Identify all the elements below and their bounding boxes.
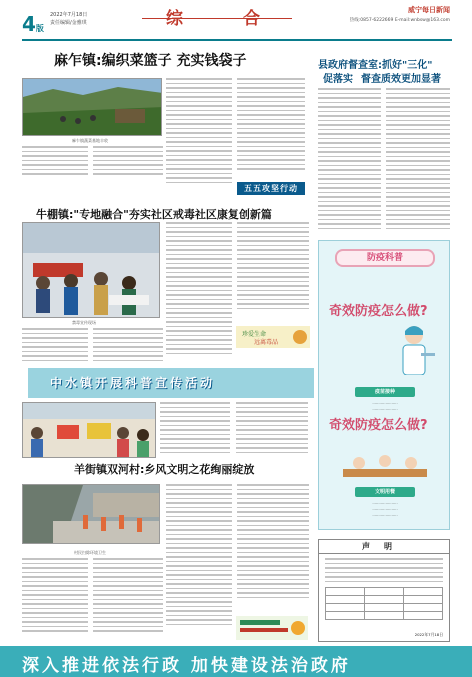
svg-text:远离毒品: 远离毒品 (254, 339, 279, 346)
footer-banner (0, 646, 472, 677)
side-article-col1 (318, 88, 381, 236)
svg-text:珍爱生命: 珍爱生命 (242, 331, 267, 338)
masthead-divider (22, 39, 452, 41)
article3-text-col1 (160, 402, 230, 458)
notice-title: 声明 (319, 540, 449, 554)
side-article-headline-1: 县政府督查室:抓好"三化" (318, 60, 433, 71)
section-title: 综合 (166, 9, 320, 29)
masthead (0, 0, 472, 46)
article4-photo (22, 484, 160, 544)
article1-text-col1 (22, 146, 88, 176)
poster-title: 防疫科普 (335, 249, 435, 267)
notice-date: 2022年7月18日 (414, 632, 443, 637)
paper-name: 威宁每日新闻 (408, 6, 450, 14)
campaign-tag: 五五攻坚行动 (237, 182, 305, 195)
footer-slogan: 深入推进依法行政 加快建设法治政府 (22, 656, 351, 676)
article2-text-col4 (237, 222, 309, 318)
article1-text-col4 (237, 78, 305, 178)
article3-text-col2 (236, 402, 308, 458)
dining-illustration (339, 449, 431, 481)
notice-box (318, 539, 450, 642)
article2-text-col3 (166, 222, 232, 362)
side-article-col2 (386, 88, 450, 236)
poster-slogan-2: 奇效防疫怎么做? (329, 418, 428, 433)
issue-date: 2022年7月18日 (50, 12, 88, 18)
article4-photo-caption: 村民扫除环境卫生 (74, 550, 106, 555)
poster-text-2: ····················· ····················· ····················· (372, 501, 398, 518)
article2-headline: 牛棚镇:"专地融合"夯实社区戒毒社区康复创新篇 (36, 208, 272, 221)
article3-photo (22, 402, 156, 458)
poster-band-vaccine: 疫苗接种 (355, 387, 415, 397)
notice-table (325, 587, 443, 620)
side-article-headline-2: 促落实 督查质效更加显著 (323, 74, 441, 85)
article3-headline: 中水镇开展科普宣传活动 (50, 376, 216, 390)
nurse-illustration (391, 323, 437, 375)
epidemic-poster (318, 240, 450, 530)
article4-text-col2 (93, 558, 163, 640)
article2-photo-caption: 禁毒宣传现场 (72, 320, 96, 325)
editor-credit: 责任编辑/金雅琪 (50, 20, 87, 26)
article2-text-col1 (22, 328, 88, 364)
article4-text-col1 (22, 558, 88, 640)
poster-text-1: ····················· ····················· (372, 401, 398, 412)
poster-band-dining: 文明用餐 (355, 487, 415, 497)
article2-text-col2 (93, 328, 163, 364)
anti-drug-logo (236, 322, 310, 352)
article4-text-col4 (237, 484, 309, 610)
article1-text-col3 (166, 78, 232, 192)
article2-photo (22, 222, 160, 318)
article1-photo (22, 78, 162, 136)
notice-text (325, 558, 443, 584)
article1-text-col2 (93, 146, 163, 176)
article1-photo-caption: 麻乍镇蔬菜基地丰收 (72, 138, 108, 143)
article1-headline: 麻乍镇:编织菜篮子 充实钱袋子 (54, 53, 247, 69)
article4-headline: 羊街镇双河村:乡风文明之花绚丽绽放 (74, 463, 255, 476)
civilization-logo (236, 614, 308, 642)
page-number: 4版 (22, 12, 44, 36)
hotline: 热线:0857-6222669 E-mail:wnbsw@163.com (349, 18, 450, 23)
poster-slogan-1: 奇效防疫怎么做? (329, 304, 428, 319)
article3-headline-banner (28, 368, 314, 398)
article4-text-col3 (166, 484, 232, 640)
